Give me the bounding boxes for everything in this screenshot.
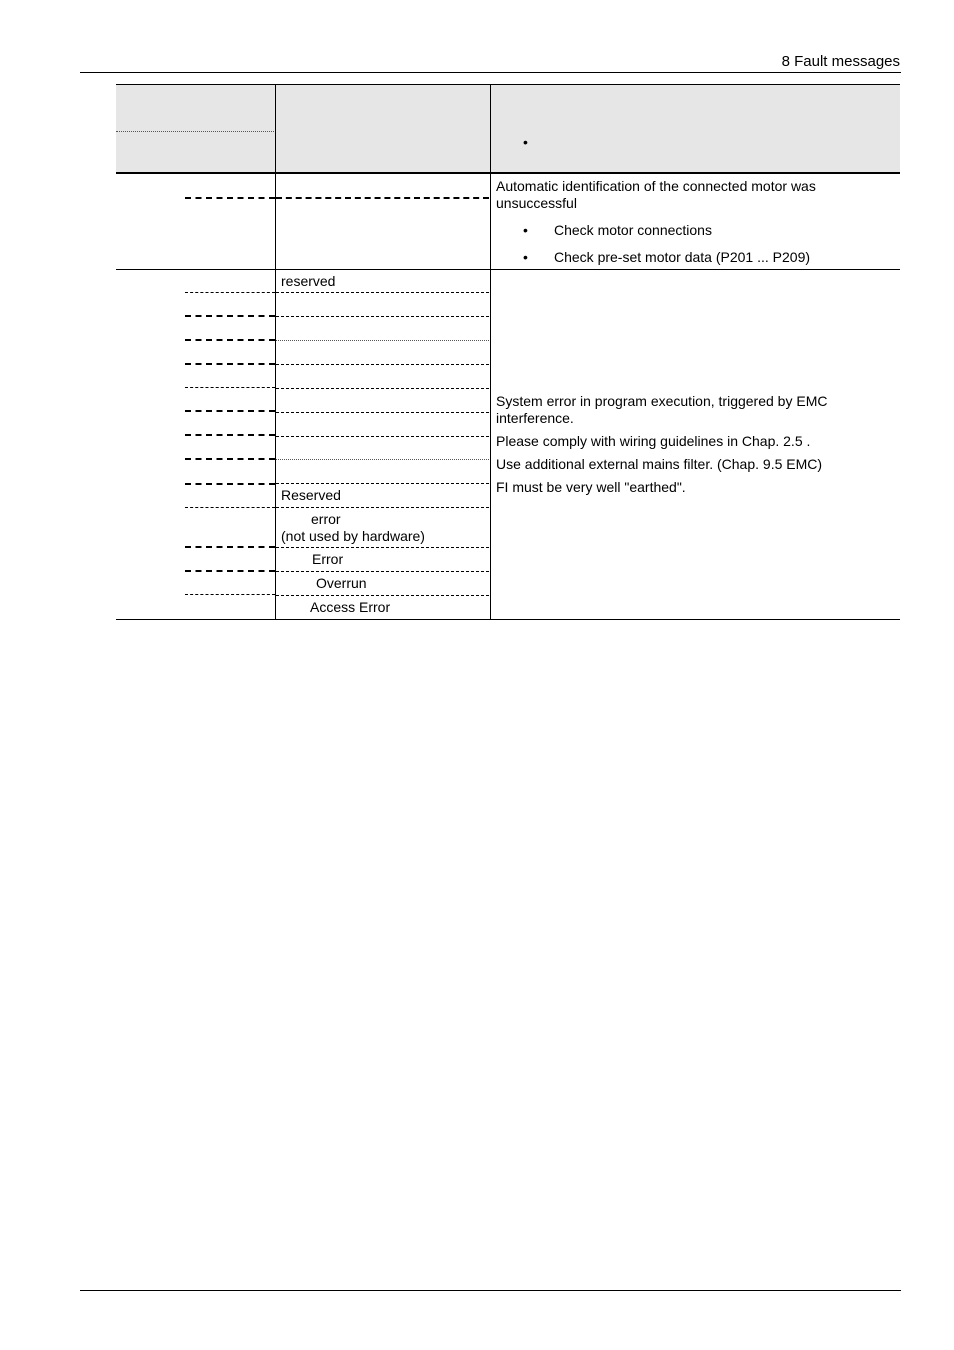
row-label: reserved: [281, 273, 336, 289]
bullet-icon: •: [523, 222, 528, 238]
header-bottom-rule: [116, 172, 900, 174]
group-separator: [116, 269, 900, 270]
row-divider: [276, 483, 489, 484]
bullet-icon: •: [523, 249, 528, 265]
page-header-title: 8 Fault messages: [781, 53, 900, 70]
row-divider: [185, 339, 275, 341]
group1-bullet-1: Check motor connections: [554, 222, 712, 238]
header-divider: [116, 131, 274, 132]
row-label: Error: [312, 551, 344, 567]
row-divider: [185, 410, 275, 412]
group2-remedy-3: Use additional external mains filter. (Chap. 9.5 EMC): [496, 456, 823, 472]
table-bottom-rule: [116, 619, 900, 620]
row-label: Reserved: [281, 487, 341, 503]
row-divider: [185, 507, 275, 508]
row-divider: [185, 546, 275, 548]
row-divider: [276, 436, 489, 437]
column-rule-2: [490, 85, 491, 619]
row-divider: [185, 594, 275, 595]
row-divider: [276, 459, 489, 460]
row-divider: [276, 595, 489, 596]
row-divider: [185, 387, 275, 388]
header-bullet: •: [523, 134, 528, 150]
row-divider: [276, 507, 489, 508]
group2-remedy-2: Please comply with wiring guidelines in Chap. 2.5 .: [496, 433, 811, 449]
row-label: error: [311, 511, 341, 527]
row-label: Access Error: [310, 599, 391, 615]
row-divider: [185, 363, 275, 365]
row-divider: [276, 340, 489, 341]
row-divider: [276, 388, 489, 389]
row-divider: [276, 292, 489, 293]
row-divider: [276, 364, 489, 365]
group2-remedy-4: FI must be very well "earthed".: [496, 479, 686, 495]
row-label-note: (not used by hardware): [281, 528, 425, 544]
row-divider: [185, 570, 275, 572]
row-label: Overrun: [316, 575, 367, 591]
row-divider: [276, 547, 489, 548]
row-divider: [185, 434, 275, 436]
header-rule: [80, 72, 901, 73]
footer-rule: [80, 1290, 901, 1291]
row-divider: [276, 571, 489, 572]
column-rule-1: [275, 85, 276, 619]
group1-bullet-2: Check pre-set motor data (P201 ... P209): [554, 249, 811, 265]
row-divider: [185, 458, 275, 460]
row-divider: [185, 292, 275, 293]
row-divider: [185, 483, 275, 485]
group2-remedy-1: System error in program execution, triggered by EMC interference.: [496, 393, 828, 426]
row-divider: [276, 197, 489, 199]
group1-description: Automatic identification of the connected motor was unsuccessful: [496, 178, 816, 211]
row-divider: [276, 316, 489, 317]
row-divider: [276, 412, 489, 413]
row-divider: [185, 315, 275, 317]
table-header: [116, 84, 900, 173]
row-divider: [185, 197, 275, 199]
